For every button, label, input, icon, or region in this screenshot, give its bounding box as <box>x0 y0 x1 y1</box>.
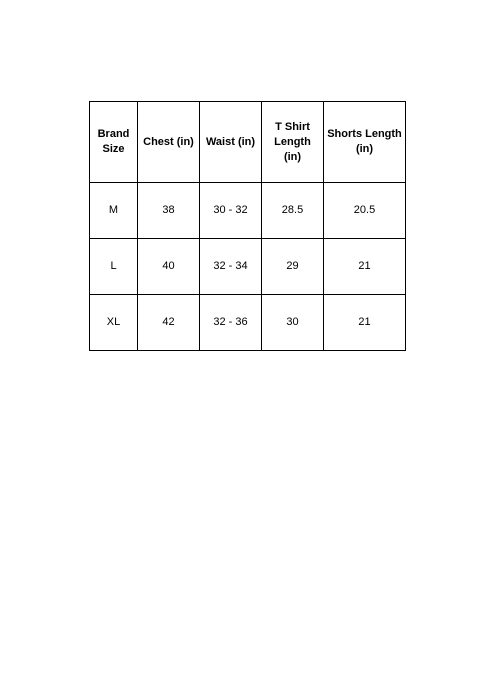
cell-waist: 32 - 34 <box>200 239 262 295</box>
cell-shorts-length: 20.5 <box>324 183 406 239</box>
header-chest <box>138 102 200 183</box>
cell-brand-size: M <box>90 183 138 239</box>
header-text: Shorts Length <box>327 128 402 140</box>
header-text: Waist (in) <box>205 135 256 148</box>
table-row <box>90 183 406 239</box>
header-text: Size <box>102 143 125 155</box>
header-shorts-length <box>324 102 406 183</box>
size-chart-table <box>89 101 406 351</box>
cell-tshirt-length: 30 <box>262 295 324 351</box>
header-text: T Shirt <box>275 120 310 133</box>
cell-brand-size: L <box>90 239 138 295</box>
header-brand-size <box>90 102 138 183</box>
header-waist <box>200 102 262 183</box>
header-text: Chest (in) <box>143 135 194 148</box>
header-text: (in) <box>355 143 374 155</box>
cell-shorts-length: 21 <box>324 239 406 295</box>
cell-shorts-length: 21 <box>324 295 406 351</box>
cell-chest: 38 <box>138 183 200 239</box>
cell-waist: 30 - 32 <box>200 183 262 239</box>
cell-tshirt-length: 29 <box>262 239 324 295</box>
cell-chest: 40 <box>138 239 200 295</box>
header-text: Brand <box>97 128 130 140</box>
table-row <box>90 295 406 351</box>
cell-tshirt-length: 28.5 <box>262 183 324 239</box>
header-text: Length (in) <box>274 135 311 163</box>
header-tshirt-length <box>262 102 324 183</box>
cell-waist: 32 - 36 <box>200 295 262 351</box>
table-header-row <box>90 102 406 183</box>
cell-brand-size: XL <box>90 295 138 351</box>
cell-chest: 42 <box>138 295 200 351</box>
table-row <box>90 239 406 295</box>
